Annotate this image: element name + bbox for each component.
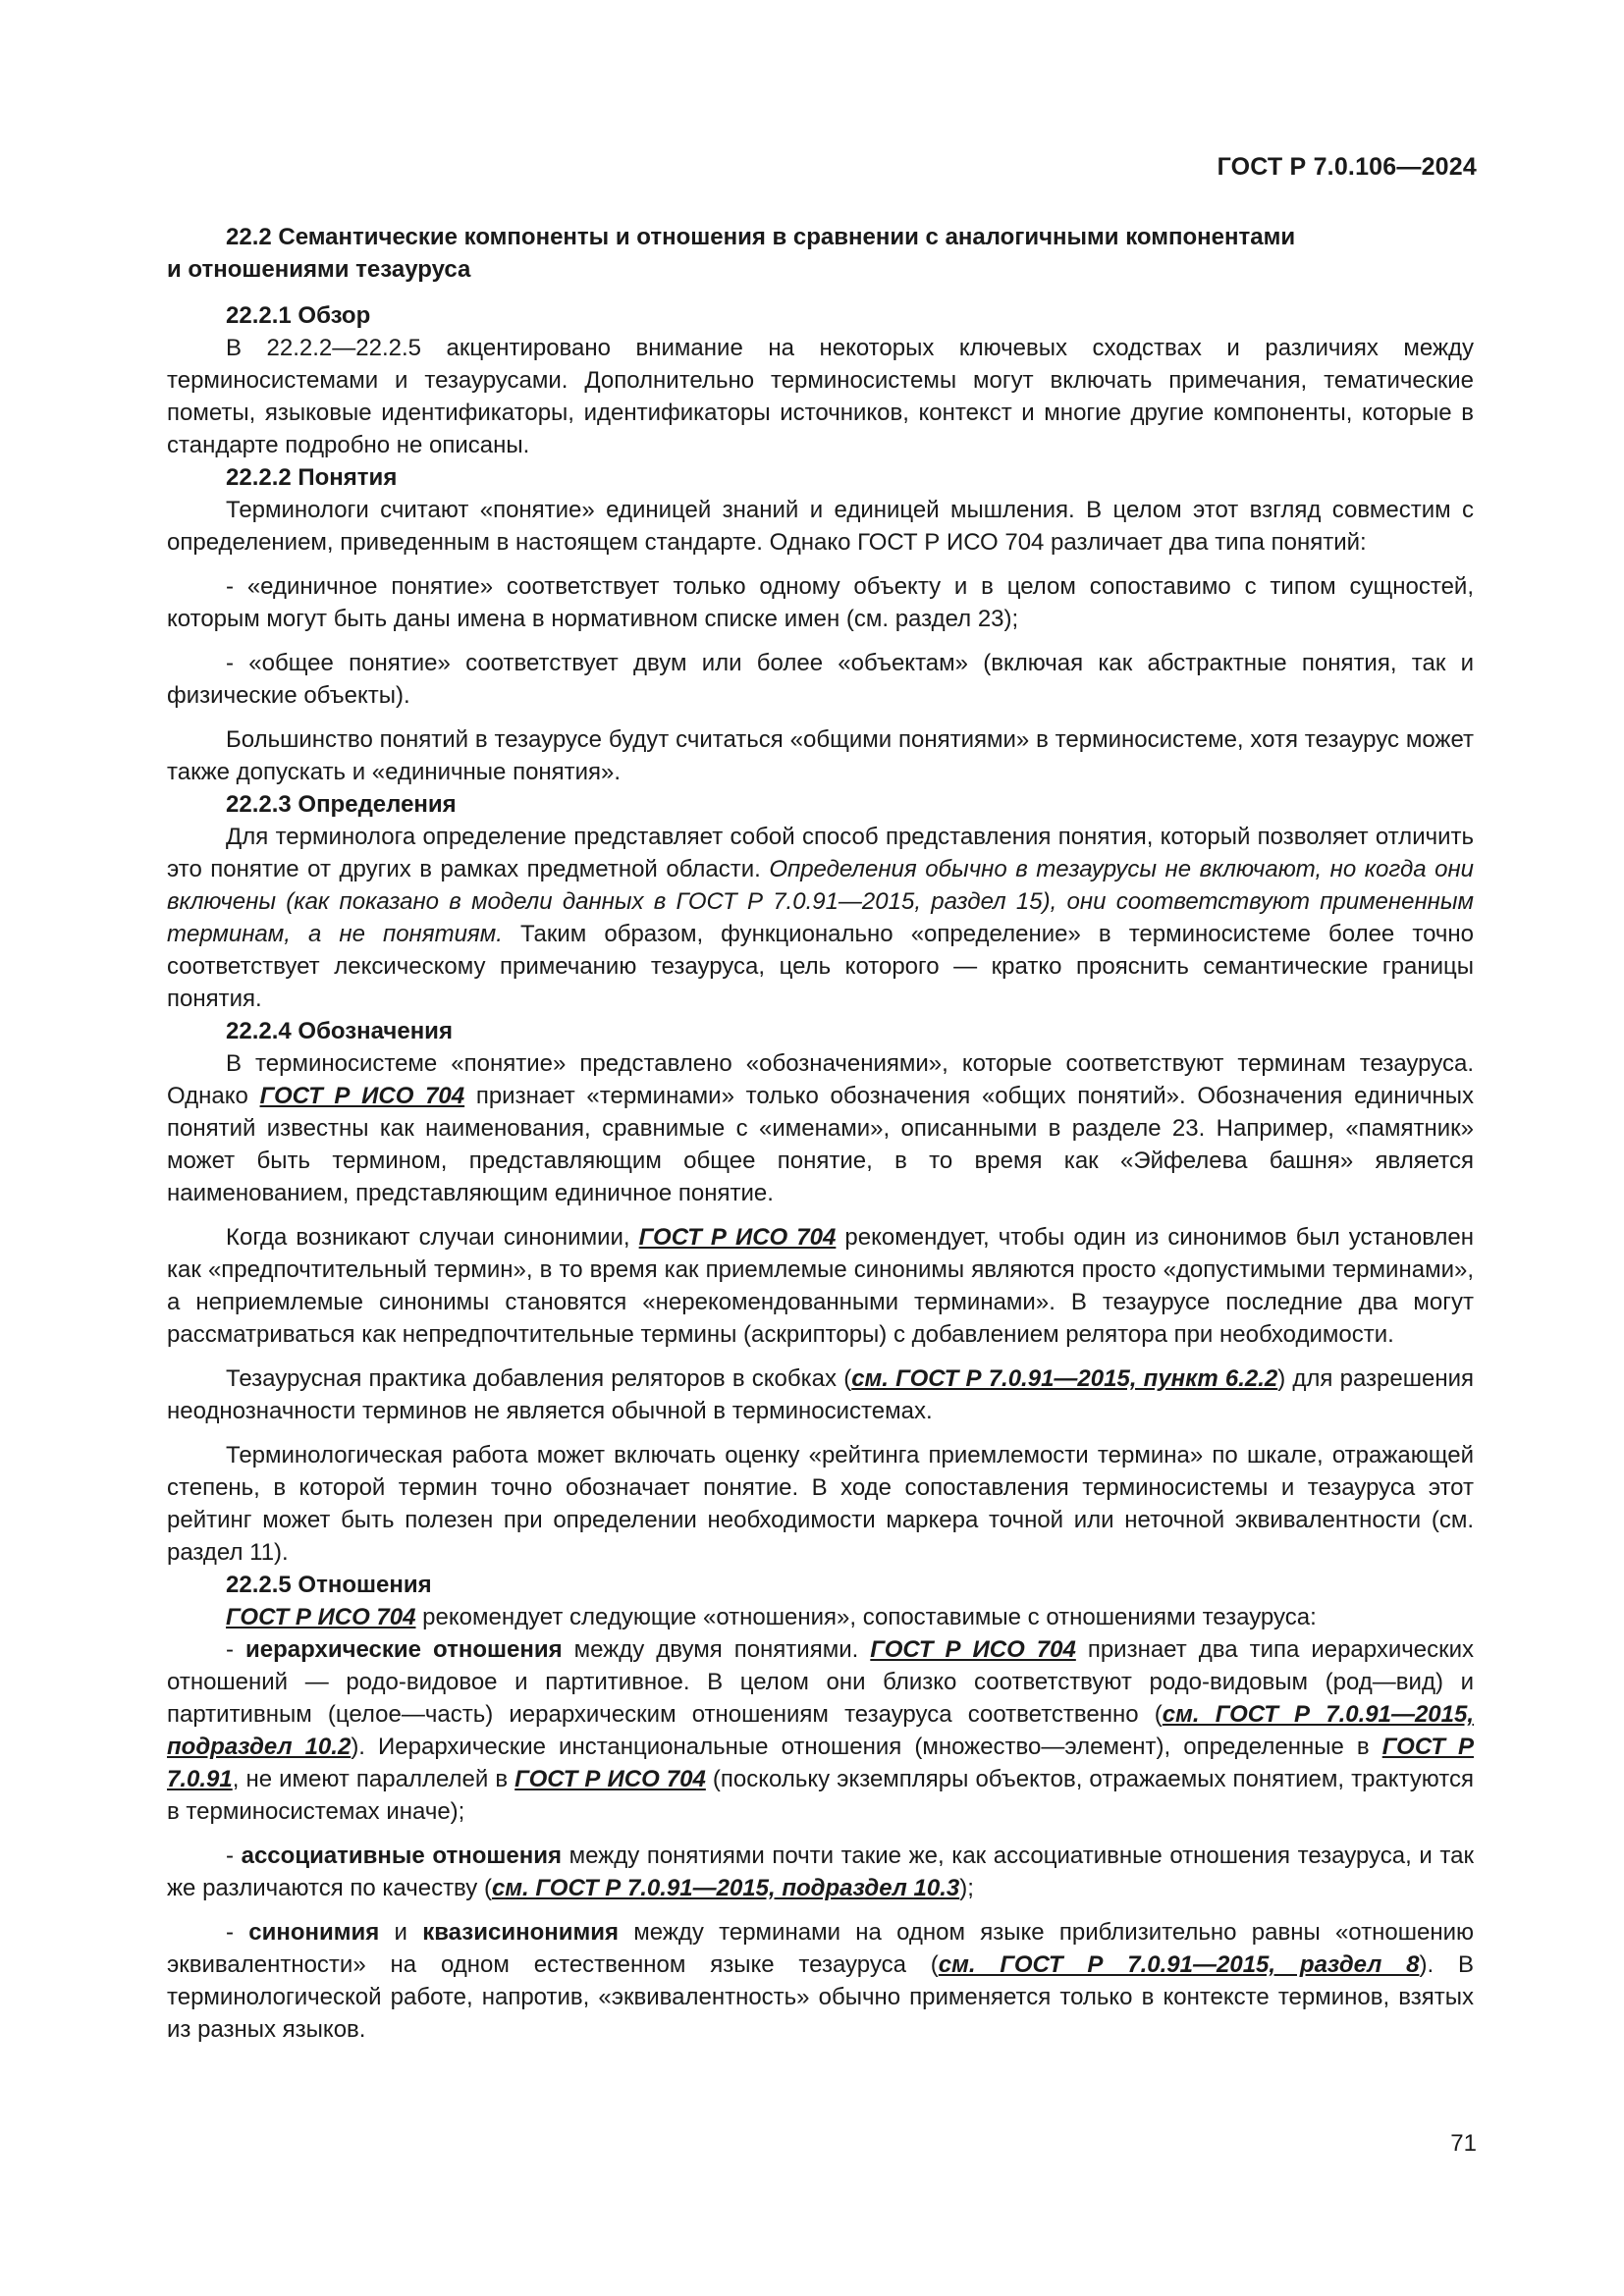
link-gost-iso-704[interactable]: ГОСТ Р ИСО 704 xyxy=(226,1604,416,1630)
list-item-hierarchical xyxy=(167,1633,1474,1828)
hierarchical-text-1: между двумя понятиями. xyxy=(562,1636,871,1663)
heading-22-2-5: 22.2.5 Отношения xyxy=(226,1572,432,1598)
term-associative: ассоциативные отношения xyxy=(241,1842,562,1869)
list-item-synonymy xyxy=(167,1916,1474,2046)
link-gost-7-0-91-10-3[interactable]: см. ГОСТ Р 7.0.91—2015, подраздел 10.3 xyxy=(491,1875,960,1901)
hierarchical-text-4: , не имеют параллелей в xyxy=(232,1766,515,1792)
designations-text-2: признает «терминами» только обозначения «общих понятий». Обозначения единичных понятий известны как наименования, сравнимые с «именами», описанными в разделе 23. Например, «памятник» может быть термином, представляющим общее понятие, в то время как «Эйфелева башня» является наименованием, представляющим единичное понятие. xyxy=(167,1083,1475,1206)
paragraph-designations xyxy=(167,1047,1474,1209)
section-title-line-1: 22.2 Семантические компоненты и отношения в сравнении с аналогичными компонентами xyxy=(226,224,1296,250)
term-hierarchical: иерархические отношения xyxy=(245,1636,563,1663)
link-gost-iso-704[interactable]: ГОСТ Р ИСО 704 xyxy=(259,1083,465,1109)
qualifiers-text-1: Тезаурусная практика добавления реляторов в скобках ( xyxy=(226,1365,852,1392)
link-gost-7-0-91[interactable]: ГОСТ Р 7.0.91 xyxy=(167,1734,1474,1792)
heading-22-2-2: 22.2.2 Понятия xyxy=(226,464,398,491)
hierarchical-text-5: (поскольку экземпляры объектов, отражаемых понятием, трактуются в терминосистемах иначе); xyxy=(167,1766,1474,1825)
synonymy-text-1: Когда возникают случаи синонимии, xyxy=(226,1224,639,1251)
definitions-text-1: Для терминолога определение представляет собой способ представления понятия, который позволяет отличить это понятие от других в рамках предметной области. xyxy=(167,824,1474,882)
term-synonymy: синонимия xyxy=(248,1919,380,1946)
paragraph-qualifiers xyxy=(167,1362,1474,1427)
link-gost-iso-704[interactable]: ГОСТ Р ИСО 704 xyxy=(514,1766,706,1792)
paragraph-acceptability: Терминологическая работа может включать оценку «рейтинга приемлемости термина» по шкале, отражающей степень, в которой термин точно обозначает понятие. В ходе сопоставления терминосистемы и тезауруса этот рейтинг может быть полезен при определении необходимости маркера точной или неточной эквивалентности (см. раздел 11). xyxy=(167,1442,1474,1566)
conjunction: и xyxy=(379,1919,423,1946)
paragraph-overview: В 22.2.2—22.2.5 акцентировано внимание на некоторых ключевых сходствах и различиях между терминосистемами и тезаурусами. Дополнительно терминосистемы могут включать примечания, тематические пометы, языковые идентификаторы, идентификаторы источников, контекст и многие другие компоненты, которые в стандарте подробно не описаны. xyxy=(167,335,1474,458)
qualifiers-text-2: ) для разрешения неоднозначности терминов не является обычной в терминосистемах. xyxy=(167,1365,1475,1424)
heading-22-2-3: 22.2.3 Определения xyxy=(226,791,457,818)
paragraph-definitions xyxy=(167,821,1474,1015)
list-item-individual-concept: - «единичное понятие» соответствует только одному объекту и в целом сопоставимо с типом сущностей, которым могут быть даны имена в нормативном списке имен (см. раздел 23); xyxy=(167,573,1474,632)
list-dash: - xyxy=(226,1842,242,1869)
term-quasi-synonymy: квазисинонимия xyxy=(422,1919,619,1946)
heading-22-2-4: 22.2.4 Обозначения xyxy=(226,1018,453,1044)
associative-text-2: ); xyxy=(959,1875,974,1901)
link-gost-iso-704[interactable]: ГОСТ Р ИСО 704 xyxy=(638,1224,837,1251)
section-title xyxy=(167,221,1474,286)
heading-22-2-1: 22.2.1 Обзор xyxy=(226,302,371,329)
link-gost-7-0-91-section-8[interactable]: см. ГОСТ Р 7.0.91—2015, раздел 8 xyxy=(938,1951,1420,1978)
link-gost-7-0-91-10-2[interactable]: см. ГОСТ Р 7.0.91—2015, подраздел 10.2 xyxy=(167,1701,1475,1760)
synonymy-text-2: рекомендует, чтобы один из синонимов был установлен как «предпочтительный термин», в то время как приемлемые синонимы являются просто «допустимыми терминами», а неприемлемые синонимы становятся «нерекомендованными терминами». В тезаурусе последние два могут рассматриваться как непредпочтительные термины (аскрипторы) с добавлением релятора при необходимости. xyxy=(167,1224,1475,1348)
section-title-line-2: и отношениями тезауруса xyxy=(167,256,471,283)
paragraph-synonymy xyxy=(167,1221,1474,1351)
hierarchical-text-3: ). Иерархические инстанциональные отношения (множество—элемент), определенные в xyxy=(351,1734,1382,1760)
paragraph-relations-intro xyxy=(167,1601,1474,1633)
definitions-text-2: Таким образом, функционально «определение» в терминосистеме более точно соответствует лексическому примечанию тезауруса, цель которого — кратко прояснить семантические границы понятия. xyxy=(167,921,1474,1012)
list-dash: - xyxy=(226,1919,249,1946)
list-item-general-concept: - «общее понятие» соответствует двум или более «объектам» (включая как абстрактные понятия, так и физические объекты). xyxy=(167,650,1474,709)
link-gost-iso-704[interactable]: ГОСТ Р ИСО 704 xyxy=(870,1636,1076,1663)
designations-text-1: В терминосистеме «понятие» представлено «обозначениями», которые соответствуют терминам тезауруса. Однако xyxy=(167,1050,1474,1109)
list-dash: - xyxy=(226,1636,246,1663)
paragraph-concepts: Терминологи считают «понятие» единицей знаний и единицей мышления. В целом этот взгляд совместим с определением, приведенным в настоящем стандарте. Однако ГОСТ Р ИСО 704 различает два типа понятий: xyxy=(167,497,1474,556)
page-number: 71 xyxy=(1450,2130,1477,2157)
hierarchical-text-2: признает два типа иерархических отношений — родо-видовое и партитивное. В целом они близко соответствуют родо-видовым (род—вид) и партитивным (целое—часть) иерархическим отношениям тезауруса соответственно ( xyxy=(167,1636,1475,1728)
link-gost-7-0-91-6-2-2[interactable]: см. ГОСТ Р 7.0.91—2015, пункт 6.2.2 xyxy=(851,1365,1278,1392)
page-body xyxy=(167,221,1474,2046)
relations-intro-text: рекомендует следующие «отношения», сопоставимые с отношениями тезауруса: xyxy=(415,1604,1317,1630)
synonymy-list-text-1: между терминами на одном языке приблизительно равны «отношению эквивалентности» на одном естественном языке тезауруса ( xyxy=(167,1919,1474,1978)
synonymy-list-text-2: ). В терминологической работе, напротив, «эквивалентность» обычно применяется только в контексте терминов, взятых из разных языков. xyxy=(167,1951,1474,2043)
associative-text-1: между понятиями почти такие же, как ассоциативные отношения тезауруса, и так же различаются по качеству ( xyxy=(167,1842,1474,1901)
document-header: ГОСТ Р 7.0.106—2024 xyxy=(1217,153,1477,181)
definitions-italic-text: Определения обычно в тезаурусы не включают, но когда они включены (как показано в модели данных в ГОСТ Р 7.0.91—2015, раздел 15), они соответствуют примененным терминам, а не понятиям. xyxy=(167,856,1475,947)
paragraph-concepts-summary: Большинство понятий в тезаурусе будут считаться «общими понятиями» в терминосистеме, хотя тезаурус может также допускать и «единичные понятия». xyxy=(167,726,1474,785)
list-item-associative xyxy=(167,1840,1474,1904)
